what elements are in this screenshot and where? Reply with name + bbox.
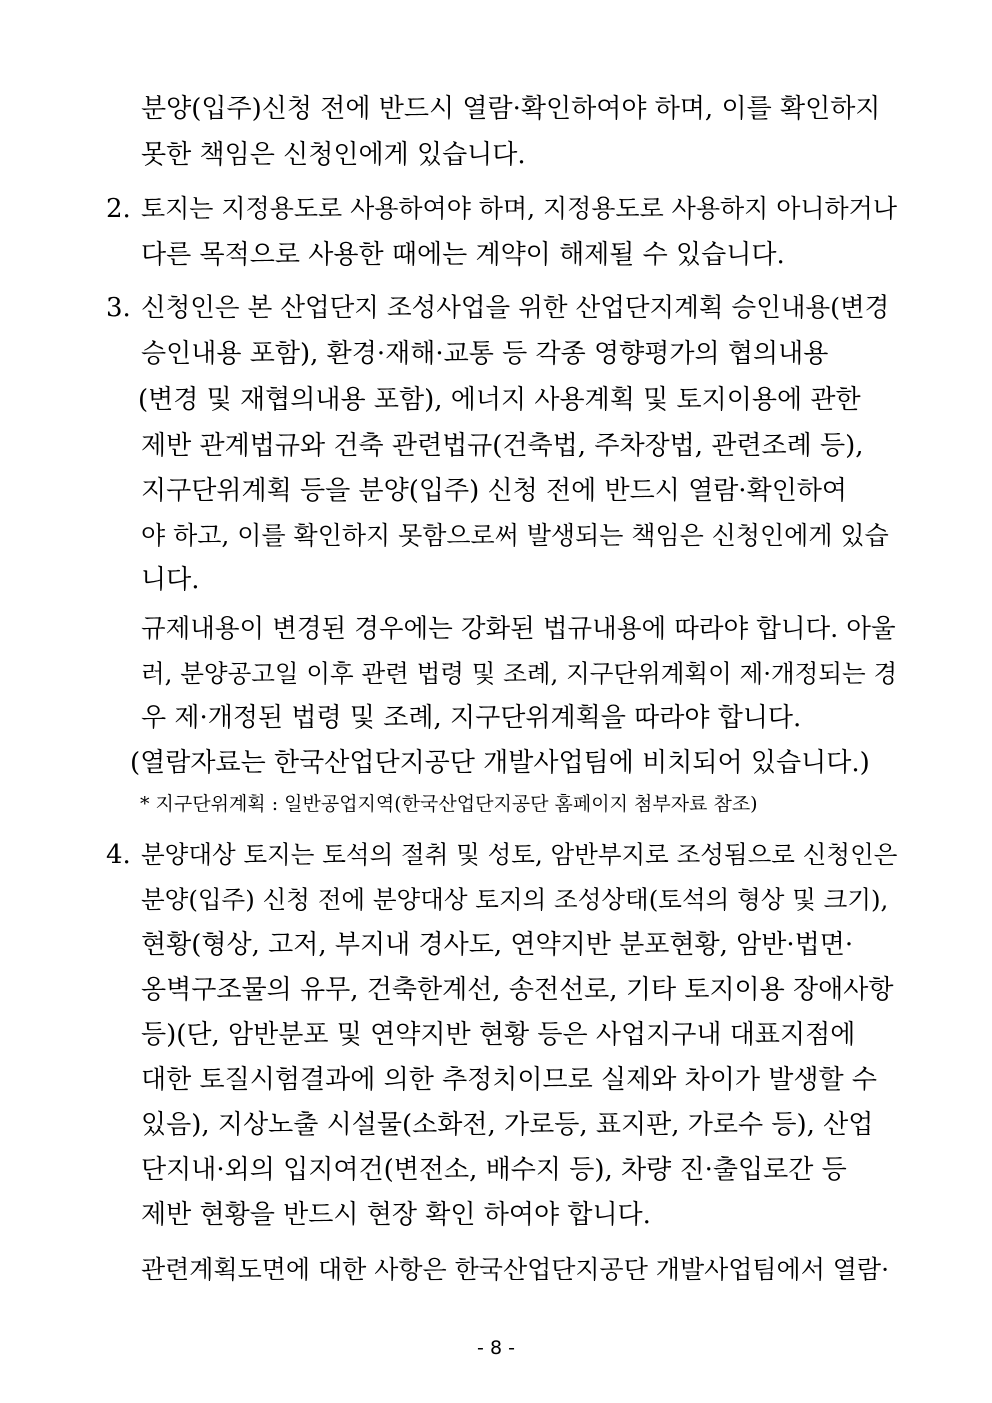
item4-line-2: 분양(입주) 신청 전에 분양대상 토지의 조성상태(토석의 형상 및 크기), xyxy=(141,885,889,914)
item4-line-9: 제반 현황을 반드시 현장 확인 하여야 합니다. xyxy=(141,1200,651,1230)
item3-note-line-2: 러, 분양공고일 이후 관련 법령 및 조례, 지구단위계획이 제·개정되는 경 xyxy=(141,659,898,688)
item4-line-4: 옹벽구조물의 유무, 건축한계선, 송전선로, 기타 토지이용 장애사항 xyxy=(141,975,894,1005)
item3-line-5: 지구단위계획 등을 분양(입주) 신청 전에 반드시 열람·확인하여 xyxy=(141,476,848,506)
item4-line-6: 대한 토질시험결과에 의한 추정치이므로 실제와 차이가 발생할 수 xyxy=(141,1065,877,1095)
item3-line-2: 승인내용 포함), 환경·재해·교통 등 각종 영향평가의 협의내용 xyxy=(141,339,829,369)
item4-line-1: 분양대상 토지는 토석의 절취 및 성토, 암반부지로 조성됨으로 신청인은 xyxy=(141,840,898,869)
intro-line-1: 분양(입주)신청 전에 반드시 열람·확인하여야 하며, 이를 확인하지 xyxy=(141,94,881,124)
item4-note-line: 관련계획도면에 대한 사항은 한국산업단지공단 개발사업팀에서 열람· xyxy=(141,1255,890,1284)
item-number-2: 2. xyxy=(106,194,131,224)
item3-reference: (열람자료는 한국산업단지공단 개발사업팀에 비치되어 있습니다.) xyxy=(130,748,870,778)
item-number-4: 4. xyxy=(106,840,131,870)
item3-footnote: * 지구단위계획 : 일반공업지역(한국산업단지공단 홈페이지 첨부자료 참조) xyxy=(140,793,758,815)
page-number: - 8 - xyxy=(477,1337,515,1359)
item3-line-7: 니다. xyxy=(141,565,200,595)
item2-line-2: 다른 목적으로 사용한 때에는 계약이 해제될 수 있습니다. xyxy=(141,240,785,270)
item4-line-3: 현황(형상, 고저, 부지내 경사도, 연약지반 분포현황, 암반·법면· xyxy=(141,930,854,960)
item3-line-6: 야 하고, 이를 확인하지 못함으로써 발생되는 책임은 신청인에게 있습 xyxy=(141,521,889,550)
item3-line-3: (변경 및 재협의내용 포함), 에너지 사용계획 및 토지이용에 관한 xyxy=(138,385,861,415)
item4-line-7: 있음), 지상노출 시설물(소화전, 가로등, 표지판, 가로수 등), 산업 xyxy=(141,1110,874,1140)
item4-line-5: 등)(단, 암반분포 및 연약지반 현황 등은 사업지구내 대표지점에 xyxy=(141,1020,856,1050)
item3-line-1: 신청인은 본 산업단지 조성사업을 위한 산업단지계획 승인내용(변경 xyxy=(141,293,890,323)
intro-line-2: 못한 책임은 신청인에게 있습니다. xyxy=(141,140,526,170)
item4-line-8: 단지내·외의 입지여건(변전소, 배수지 등), 차량 진·출입로간 등 xyxy=(141,1155,847,1185)
item3-note-line-3: 우 제·개정된 법령 및 조례, 지구단위계획을 따라야 합니다. xyxy=(141,703,802,733)
item-number-3: 3. xyxy=(106,293,131,323)
item3-line-4: 제반 관계법규와 건축 관련법규(건축법, 주차장법, 관련조례 등), xyxy=(141,431,864,461)
item3-note-line-1: 규제내용이 변경된 경우에는 강화된 법규내용에 따라야 합니다. 아울 xyxy=(141,614,896,644)
item2-line-1: 토지는 지정용도로 사용하여야 하며, 지정용도로 사용하지 아니하거나 xyxy=(141,194,897,223)
